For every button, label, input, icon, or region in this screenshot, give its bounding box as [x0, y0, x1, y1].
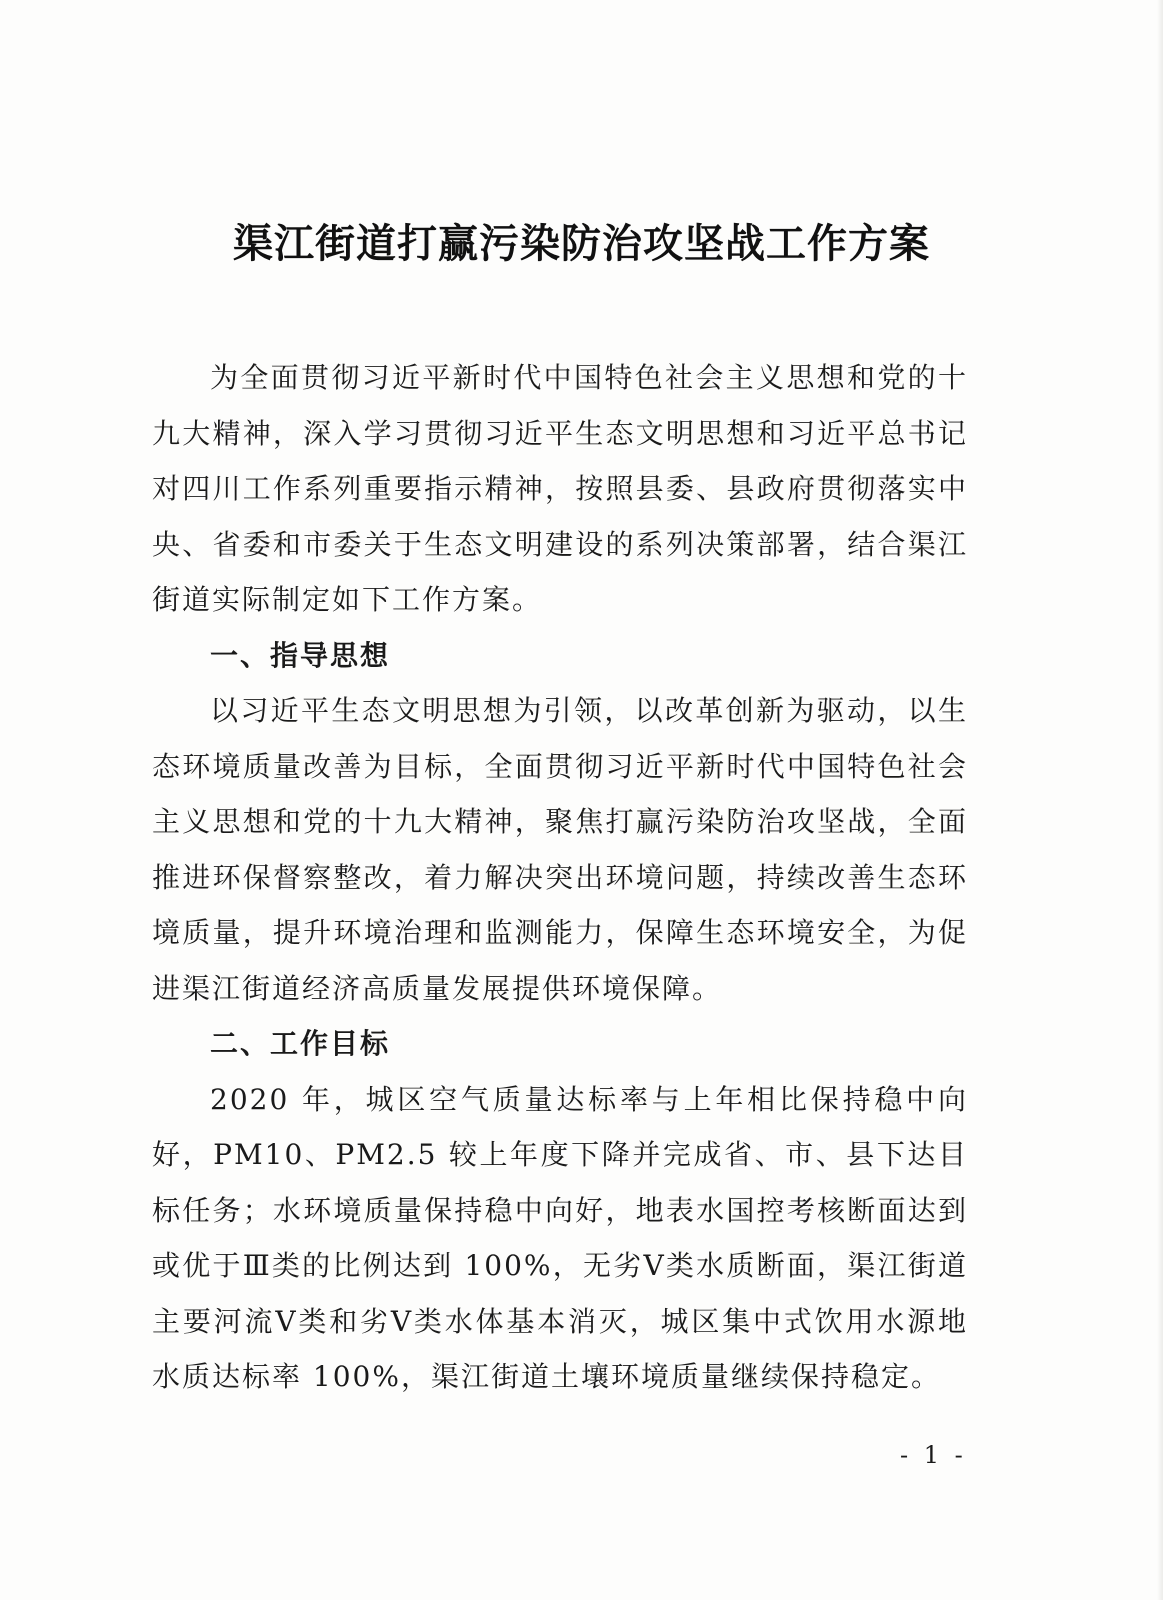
- work-goals-paragraph: 2020 年，城区空气质量达标率与上年相比保持稳中向好，PM10、PM2.5 较上年度下降并完成省、市、县下达目标任务；水环境质量保持稳中向好，地表水国控考核断面达到或优于Ⅲ类的比例达到 100%，无劣Ⅴ类水质断面，渠江街道主要河流Ⅴ类和劣Ⅴ类水体基本消灭，城区集中式饮用水源地水质达标率 100%，渠江街道土壤环境质量继续保持稳定。: [152, 1082, 968, 1393]
- section-heading-work-goals: 二、工作目标: [210, 1027, 391, 1060]
- guiding-ideology-paragraph: 以习近平生态文明思想为引领，以改革创新为驱动，以生态环境质量改善为目标，全面贯彻习近平新时代中国特色社会主义思想和党的十九大精神，聚焦打赢污染防治攻坚战，全面推进环保督察整改，着力解决突出环境问题，持续改善生态环境质量，提升环境治理和监测能力，保障生态环境安全，为促进渠江街道经济高质量发展提供环境保障。: [152, 694, 968, 1005]
- document-body: [152, 350, 968, 1405]
- intro-paragraph: 为全面贯彻习近平新时代中国特色社会主义思想和党的十九大精神，深入学习贯彻习近平生态文明思想和习近平总书记对四川工作系列重要指示精神，按照县委、县政府贯彻落实中央、省委和市委关于生态文明建设的系列决策部署，结合渠江街道实际制定如下工作方案。: [152, 361, 968, 616]
- document-title: 渠江街道打赢污染防治攻坚战工作方案: [233, 220, 930, 267]
- section-heading-guiding-ideology: 一、指导思想: [210, 638, 391, 672]
- page-number: - 1 -: [900, 1441, 967, 1469]
